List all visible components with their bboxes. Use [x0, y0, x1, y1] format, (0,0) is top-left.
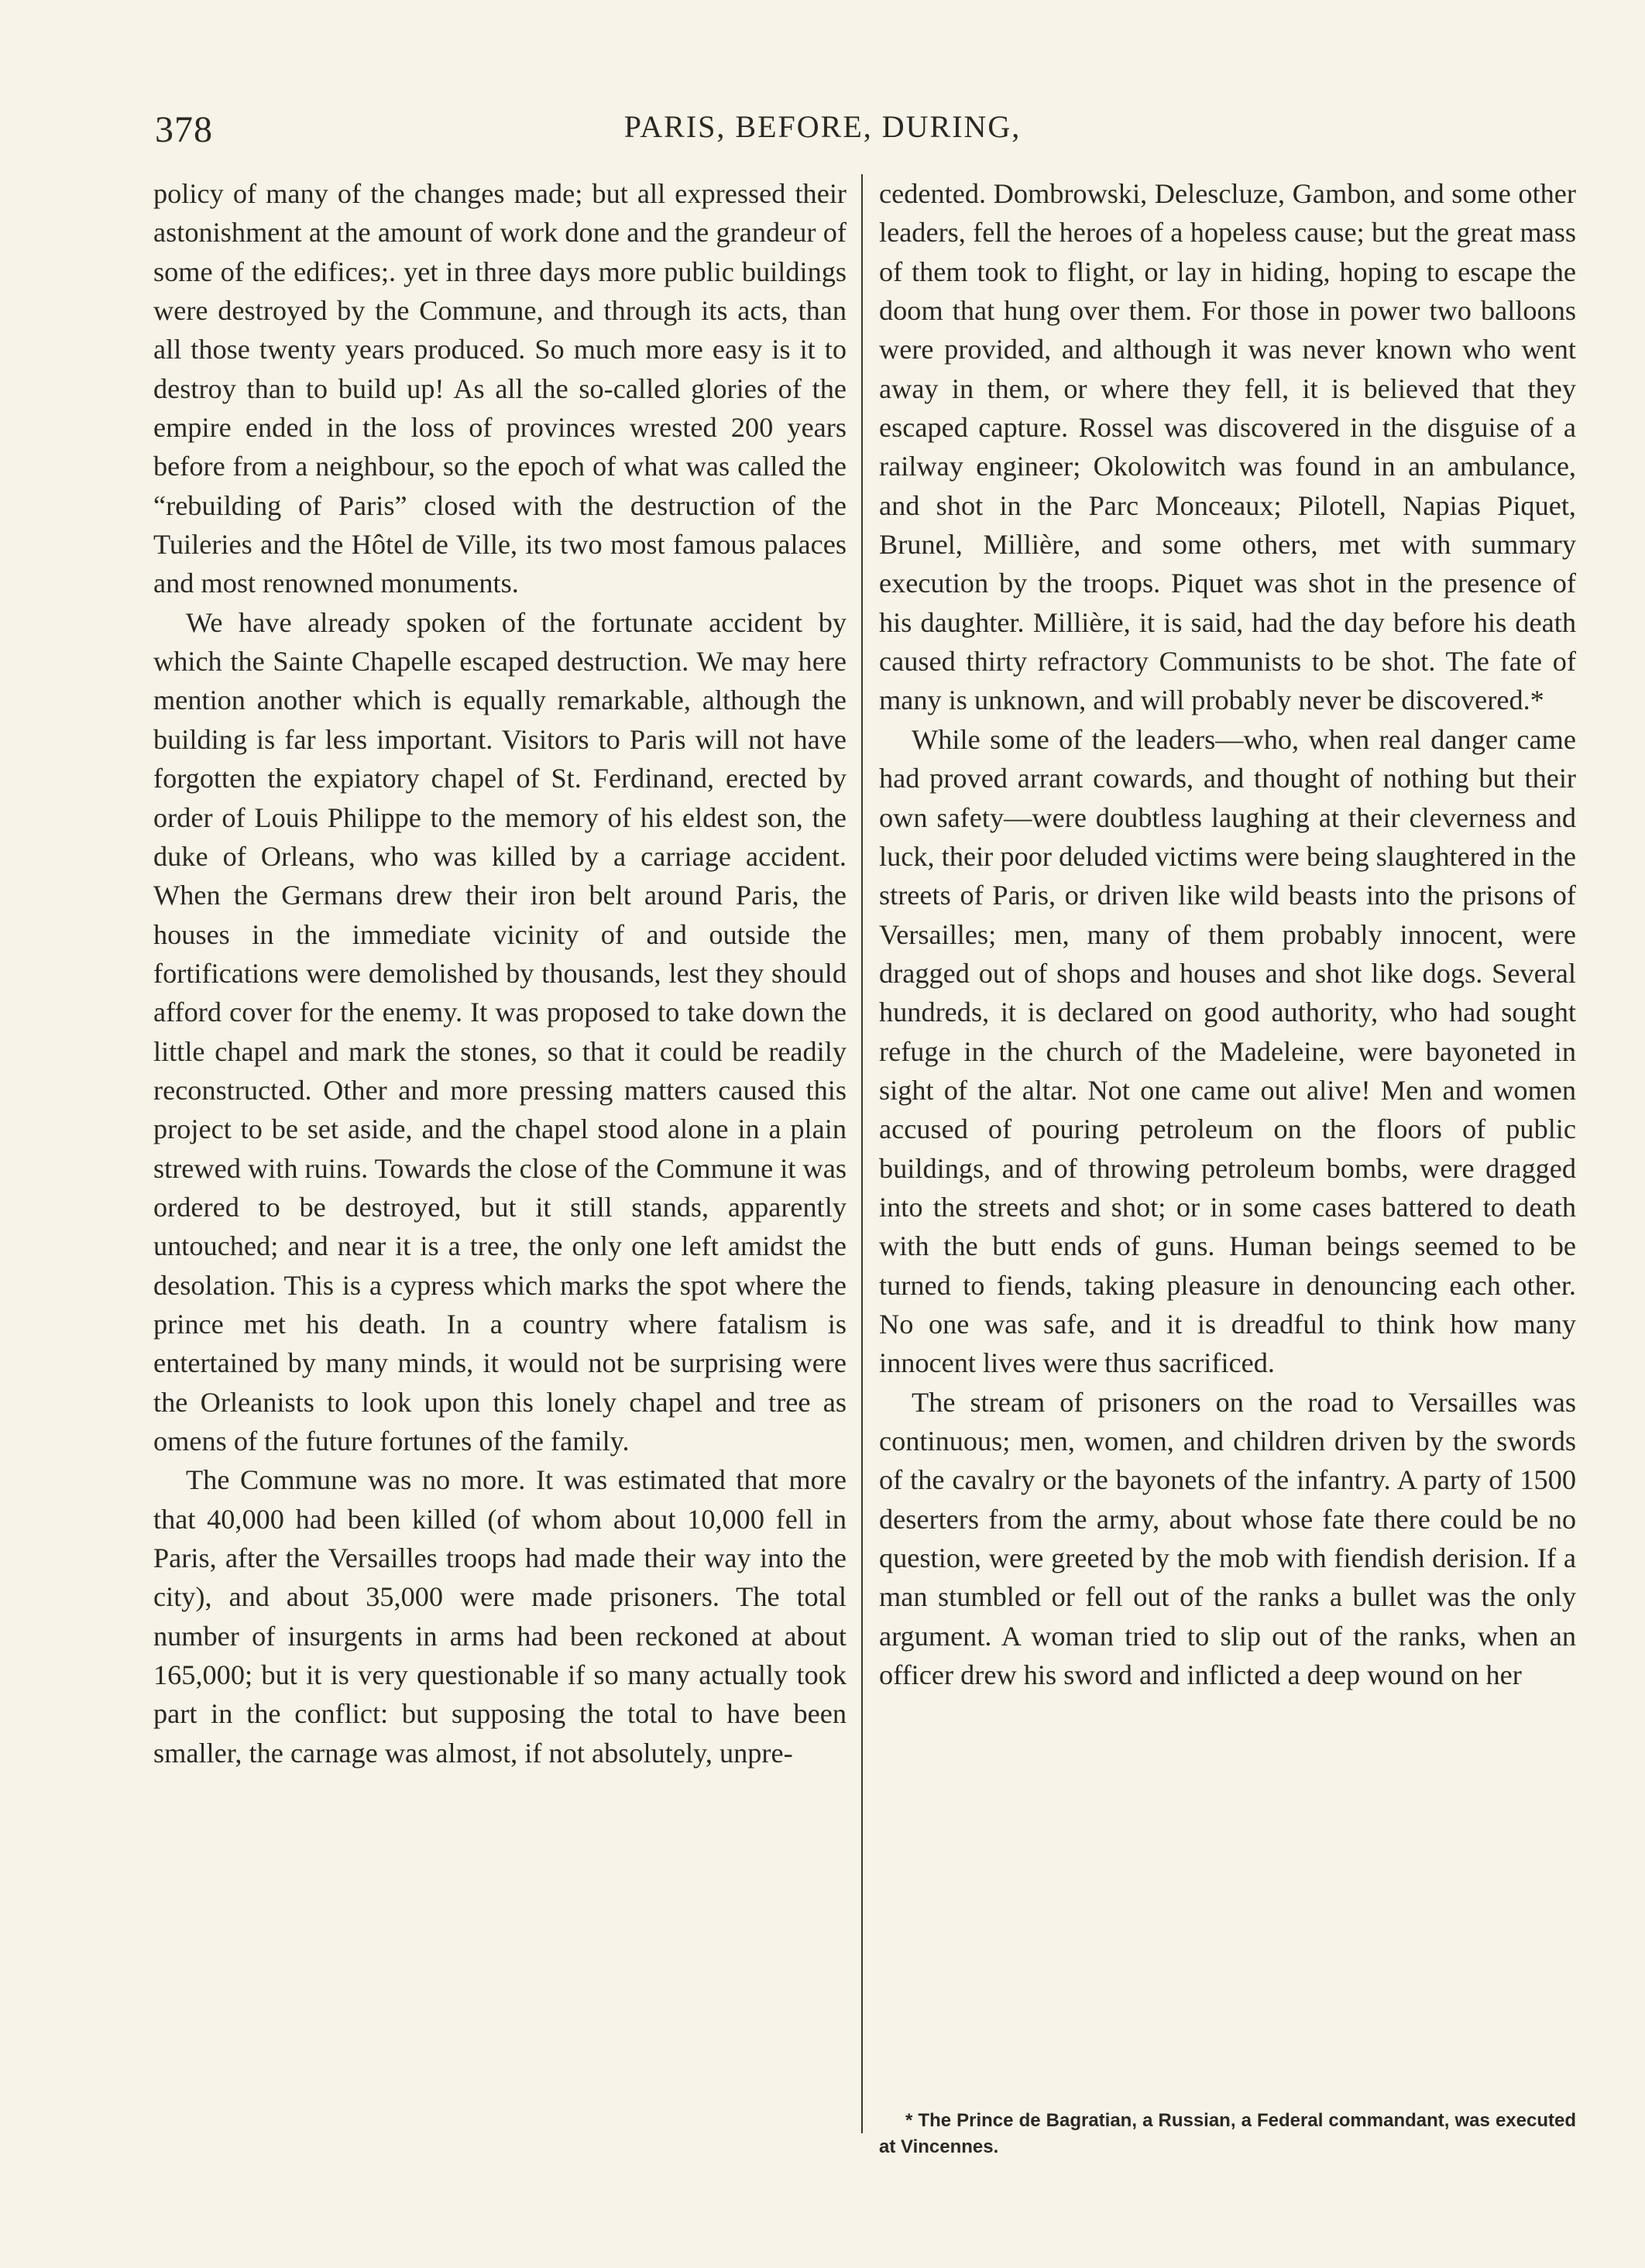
column-divider [861, 174, 863, 2133]
right-paragraph-3: The stream of prisoners on the road to Versailles was continuous; men, women, and children driven by the swords of the cavalry or the bayonets of the infantry. A party of 1500 deserters from the army, about whose fate there could be no question, were greeted by the mob with fiendish derision. If a man stumbled or fell out of the ranks a bullet was the only argument. A woman tried to slip out of the ranks, when an officer drew his sword and inflicted a deep wound on her [879, 1386, 1576, 1691]
left-paragraph-3: The Commune was no more. It was estimated that more that 40,000 had been killed (of whom about 10,000 fell in Paris, after the Versailles troops had made their way into the city), and about 35,000 were made prisoners. The total number of insurgents in arms had been reckoned at about 165,000; but it is very questionable if so many actually took part in the conflict: but supposing the total to have been smaller, the carnage was almost, if not absolutely, unpre- [153, 1464, 847, 1769]
right-paragraph-1: cedented. Dombrowski, Delescluze, Gambon, and some other leaders, fell the heroes of a hopeless cause; but the great mass of them took to flight, or lay in hiding, hoping to escape the doom that hung over them. For those in power two balloons were provided, and although it was never known who went away in them, or where they fell, it is believed that they escaped capture. Rossel was discovered in the disguise of a railway engineer; Okolowitch was found in an ambulance, and shot in the Parc Monceaux; Pilotell, Napias Piquet, Brunel, Millière, and some others, met with summary execution by the troops. Piquet was shot in the presence of his daughter. Millière, it is said, had the day before his death caused thirty refractory Communists to be shot. The fate of many is unknown, and will probably never be discovered.* [879, 178, 1576, 716]
left-paragraph-2: We have already spoken of the fortunate accident by which the Sainte Chapelle escaped destruction. We may here mention another which is equally remarkable, although the building is far less important. Visitors to Paris will not have forgotten the expiatory chapel of St. Ferdinand, erected by order of Louis Philippe to the memory of his eldest son, the duke of Orleans, who was killed by a carriage accident. When the Germans drew their iron belt around Paris, the houses in the immediate vicinity of and outside the fortifications were demolished by thousands, lest they should afford cover for the enemy. It was proposed to take down the little chapel and mark the stones, so that it could be readily reconstructed. Other and more pressing matters caused this project to be set aside, and the chapel stood alone in a plain strewed with ruins. Towards the close of the Commune it was ordered to be destroyed, but it still stands, apparently untouched; and near it is a tree, the only one left amidst the desolation. This is a cypress which marks the spot where the prince met his death. In a country where fatalism is entertained by many minds, it would not be surprising were the Orleanists to look upon this lonely chapel and tree as omens of the future fortunes of the family. [153, 606, 847, 1457]
left-column [153, 174, 847, 1772]
left-paragraph-1: policy of many of the changes made; but all expressed their astonishment at the amount of work done and the grandeur of some of the edifices;. yet in three days more public buildings were destroyed by the Commune, and through its acts, than all those twenty years produced. So much more easy is it to destroy than to build up! As all the so-called glories of the empire ended in the loss of provinces wrested 200 years before from a neighbour, so the epoch of what was called the “rebuilding of Paris” closed with the destruction of the Tuileries and the Hôtel de Ville, its two most famous palaces and most renowned monuments. [153, 178, 847, 599]
running-title: PARIS, BEFORE, DURING, [623, 109, 1022, 144]
footnote: * The Prince de Bagratian, a Russian, a Federal commandant, was executed at Vincennes. [879, 2110, 1576, 2157]
page-number: 378 [155, 109, 213, 150]
right-paragraph-2: While some of the leaders—who, when real danger came had proved arrant cowards, and thought of nothing but their own safety—were doubtless laughing at their cleverness and luck, their poor deluded victims were being slaughtered in the streets of Paris, or driven like wild beasts into the prisons of Versailles; men, many of them probably innocent, were dragged out of shops and houses and shot like dogs. Several hundreds, it is declared on good authority, who had sought refuge in the church of the Madeleine, were bayoneted in sight of the altar. Not one came out alive! Men and women accused of pouring petroleum on the floors of public buildings, and of throwing petroleum bombs, were dragged into the streets and shot; or in some cases battered to death with the butt ends of guns. Human beings seemed to be turned to fiends, taking pleasure in denouncing each other. No one was safe, and it is dreadful to think how many innocent lives were thus sacrificed. [879, 723, 1576, 1379]
right-column [879, 174, 1576, 1694]
